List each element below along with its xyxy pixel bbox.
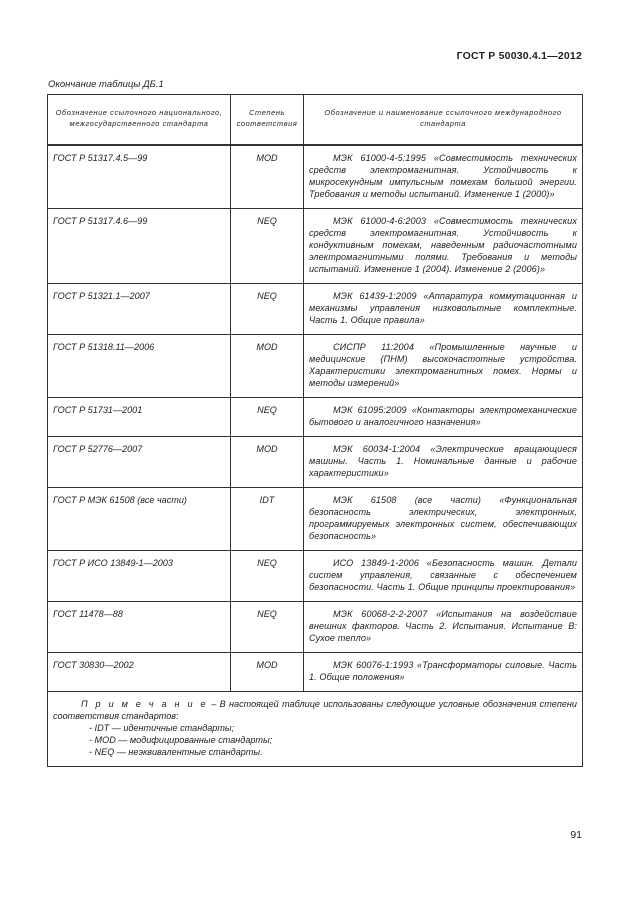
page-number: 91 xyxy=(570,829,582,841)
note-text: – В настоящей таблице использованы следующие условные обозначения степени соответствия стандартов: xyxy=(53,699,577,721)
table-row xyxy=(48,551,583,602)
degree-cell: NEQ xyxy=(231,284,304,335)
table-row xyxy=(48,145,583,209)
degree-cell: MOD xyxy=(231,653,304,692)
note-label: П р и м е ч а н и е xyxy=(81,699,208,709)
degree-cell: NEQ xyxy=(231,551,304,602)
reference-standards-table xyxy=(47,94,583,767)
table-row xyxy=(48,284,583,335)
table-note xyxy=(48,692,583,767)
table-row xyxy=(48,653,583,692)
international-standard-cell: СИСПР 11:2004 «Промышленные научные и медицинские (ПНМ) высокочастотные устройства. Характеристики электромагнитных помех. Нормы и методы измерений» xyxy=(304,335,583,398)
international-standard-cell: МЭК 61439-1:2009 «Аппаратура коммутационная и механизмы управления низковольтные комплектные. Часть 1. Общие правила» xyxy=(304,284,583,335)
table-row xyxy=(48,209,583,284)
degree-cell: MOD xyxy=(231,437,304,488)
international-standard-cell: МЭК 60076-1:1993 «Трансформаторы силовые. Часть 1. Общие положения» xyxy=(304,653,583,692)
note-item: - IDT — идентичные стандарты; xyxy=(89,723,235,733)
national-standard-cell: ГОСТ Р 52776—2007 xyxy=(48,437,231,488)
degree-cell: MOD xyxy=(231,145,304,209)
international-standard-cell: МЭК 60068-2-2-2007 «Испытания на воздействие внешних факторов. Часть 2. Испытания. Испытание В: Сухое тепло» xyxy=(304,602,583,653)
table-row xyxy=(48,488,583,551)
note-item: - NEQ — неэквивалентные стандарты. xyxy=(89,747,263,757)
national-standard-cell: ГОСТ 30830—2002 xyxy=(48,653,231,692)
degree-cell: MOD xyxy=(231,335,304,398)
column-header-international: Обозначение и наименование ссылочного международного стандарта xyxy=(304,95,583,146)
degree-cell: IDT xyxy=(231,488,304,551)
degree-cell: NEQ xyxy=(231,209,304,284)
international-standard-cell: МЭК 61508 (все части) «Функциональная безопасность электрических, электронных, программируемых электронных систем, обеспечивающих безопасность» xyxy=(304,488,583,551)
document-code: ГОСТ Р 50030.4.1—2012 xyxy=(456,50,582,62)
note-row xyxy=(48,692,583,767)
table-row xyxy=(48,437,583,488)
column-header-national: Обозначение ссылочного национального, межгосударственного стандарта xyxy=(48,95,231,146)
national-standard-cell: ГОСТ Р 51317.4.5—99 xyxy=(48,145,231,209)
national-standard-cell: ГОСТ Р ИСО 13849-1—2003 xyxy=(48,551,231,602)
column-header-degree: Степень соответствия xyxy=(231,95,304,146)
international-standard-cell: МЭК 60034-1:2004 «Электрические вращающиеся машины. Часть 1. Номинальные данные и рабочие характеристики» xyxy=(304,437,583,488)
table-row xyxy=(48,398,583,437)
table-row xyxy=(48,335,583,398)
international-standard-cell: МЭК 61000-4-5:1995 «Совместимость технических средств электромагнитная. Устойчивость к микросекундным импульсным помехам большой энергии. Требования и методы испытаний. Изменение 1 (2000)» xyxy=(304,145,583,209)
degree-cell: NEQ xyxy=(231,602,304,653)
international-standard-cell: МЭК 61095:2009 «Контакторы электромеханические бытового и аналогичного назначения» xyxy=(304,398,583,437)
table-header-row xyxy=(48,95,583,146)
national-standard-cell: ГОСТ Р 51731—2001 xyxy=(48,398,231,437)
national-standard-cell: ГОСТ Р 51317.4.6—99 xyxy=(48,209,231,284)
table-caption: Окончание таблицы ДБ.1 xyxy=(48,79,164,90)
international-standard-cell: МЭК 61000-4-6:2003 «Совместимость технических средств электромагнитная. Устойчивость к кондуктивным помехам, наведенным радиочастотными электромагнитными полями. Требования и методы испытаний. Изменение 1 (2004). Изменение 2 (2006)» xyxy=(304,209,583,284)
note-item: - MOD — модифицированные стандарты; xyxy=(89,735,273,745)
table-row xyxy=(48,602,583,653)
international-standard-cell: ИСО 13849-1-2006 «Безопасность машин. Детали систем управления, связанные с обеспечением безопасности. Часть 1. Общие принципы проектирования» xyxy=(304,551,583,602)
national-standard-cell: ГОСТ Р МЭК 61508 (все части) xyxy=(48,488,231,551)
national-standard-cell: ГОСТ 11478—88 xyxy=(48,602,231,653)
national-standard-cell: ГОСТ Р 51318.11—2006 xyxy=(48,335,231,398)
degree-cell: NEQ xyxy=(231,398,304,437)
national-standard-cell: ГОСТ Р 51321.1—2007 xyxy=(48,284,231,335)
